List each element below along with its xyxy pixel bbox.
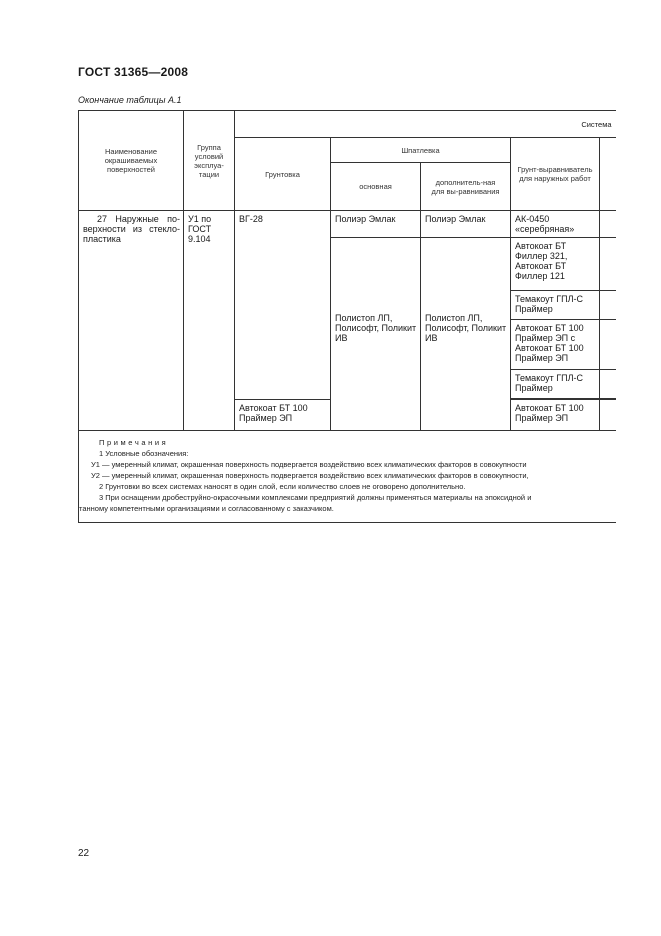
header-group: Группа условий эксплуа-тации (184, 111, 235, 211)
page-number: 22 (78, 848, 90, 859)
next-column-cell (600, 320, 616, 370)
note-line: У1 — умеренный климат, окрашенная поверхность подвергается воздействию всех климатических факторов в совокупности (91, 460, 527, 469)
note-line: 2 Грунтовки во всех системах наносят в один слой, если количество слоев не оговорено дополнительно. (99, 482, 466, 491)
header-system: Система (235, 111, 616, 138)
header-putty: Шпатлевка (331, 138, 511, 163)
leveler-cell-6: Автокоат БТ 100 Праймер ЭП (511, 400, 600, 431)
standard-title: ГОСТ 31365—2008 (78, 65, 189, 79)
header-putty-main: основная (331, 163, 421, 211)
next-column-cell (600, 370, 616, 399)
surface-cell: 27 Наружные по-верхности из стекло-пластика (79, 211, 184, 431)
table-caption: Окончание таблицы А.1 (78, 95, 182, 105)
note-line: У2 — умеренный климат, окрашенная поверхность подвергается воздействию всех климатических факторов в совокупности, (91, 471, 529, 480)
leveler-cell-5: Темакоут ГПЛ-С Праймер (511, 370, 600, 399)
leveler-cell-3: Темакоут ГПЛ-С Праймер (511, 291, 600, 320)
header-primer: Грунтовка (235, 138, 331, 211)
group-cell: У1 по ГОСТ 9.104 (184, 211, 235, 431)
next-column-cell (600, 291, 616, 320)
putty-extra-cell-2: Полистоп ЛП, Полисофт, Поликит ИВ (421, 238, 511, 431)
header-next-column (600, 138, 616, 211)
header-leveler: Грунт-выравниватель для наружных работ (511, 138, 600, 211)
table-notes (79, 431, 616, 523)
next-column-cell (600, 211, 616, 238)
next-column-cell (600, 400, 616, 431)
header-putty-extra: дополнитель-ная для вы-равнивания (421, 163, 511, 211)
note-line: 1 Условные обозначения: (99, 449, 189, 458)
leveler-cell-2: Автокоат БТ Филлер 321, Автокоат БТ Филлер 121 (511, 238, 600, 291)
putty-main-cell-2: Полистоп ЛП, Полисофт, Поликит ИВ (331, 238, 421, 431)
coating-systems-table (78, 110, 616, 523)
leveler-cell-4: Автокоат БТ 100 Праймер ЭП с Автокоат БТ 100 Праймер ЭП (511, 320, 600, 370)
leveler-cell-1: АК-0450 «серебряная» (511, 211, 600, 238)
notes-title: Примечания (99, 438, 169, 447)
putty-main-cell-1: Полиэр Эмлак (331, 211, 421, 238)
note-line: танному компетентными организациями и согласованному с заказчиком. (79, 504, 334, 513)
note-line: 3 При оснащении дробеструйно-окрасочными комплексами предприятий должны применяться материалы на эпоксидной и (99, 493, 532, 502)
header-surface: Наименование окрашиваемых поверхностей (79, 111, 184, 211)
next-column-cell (600, 238, 616, 291)
putty-extra-cell-1: Полиэр Эмлак (421, 211, 511, 238)
primer-cell-1: ВГ-28 (235, 211, 331, 400)
primer-cell-2: Автокоат БТ 100 Праймер ЭП (235, 400, 331, 431)
